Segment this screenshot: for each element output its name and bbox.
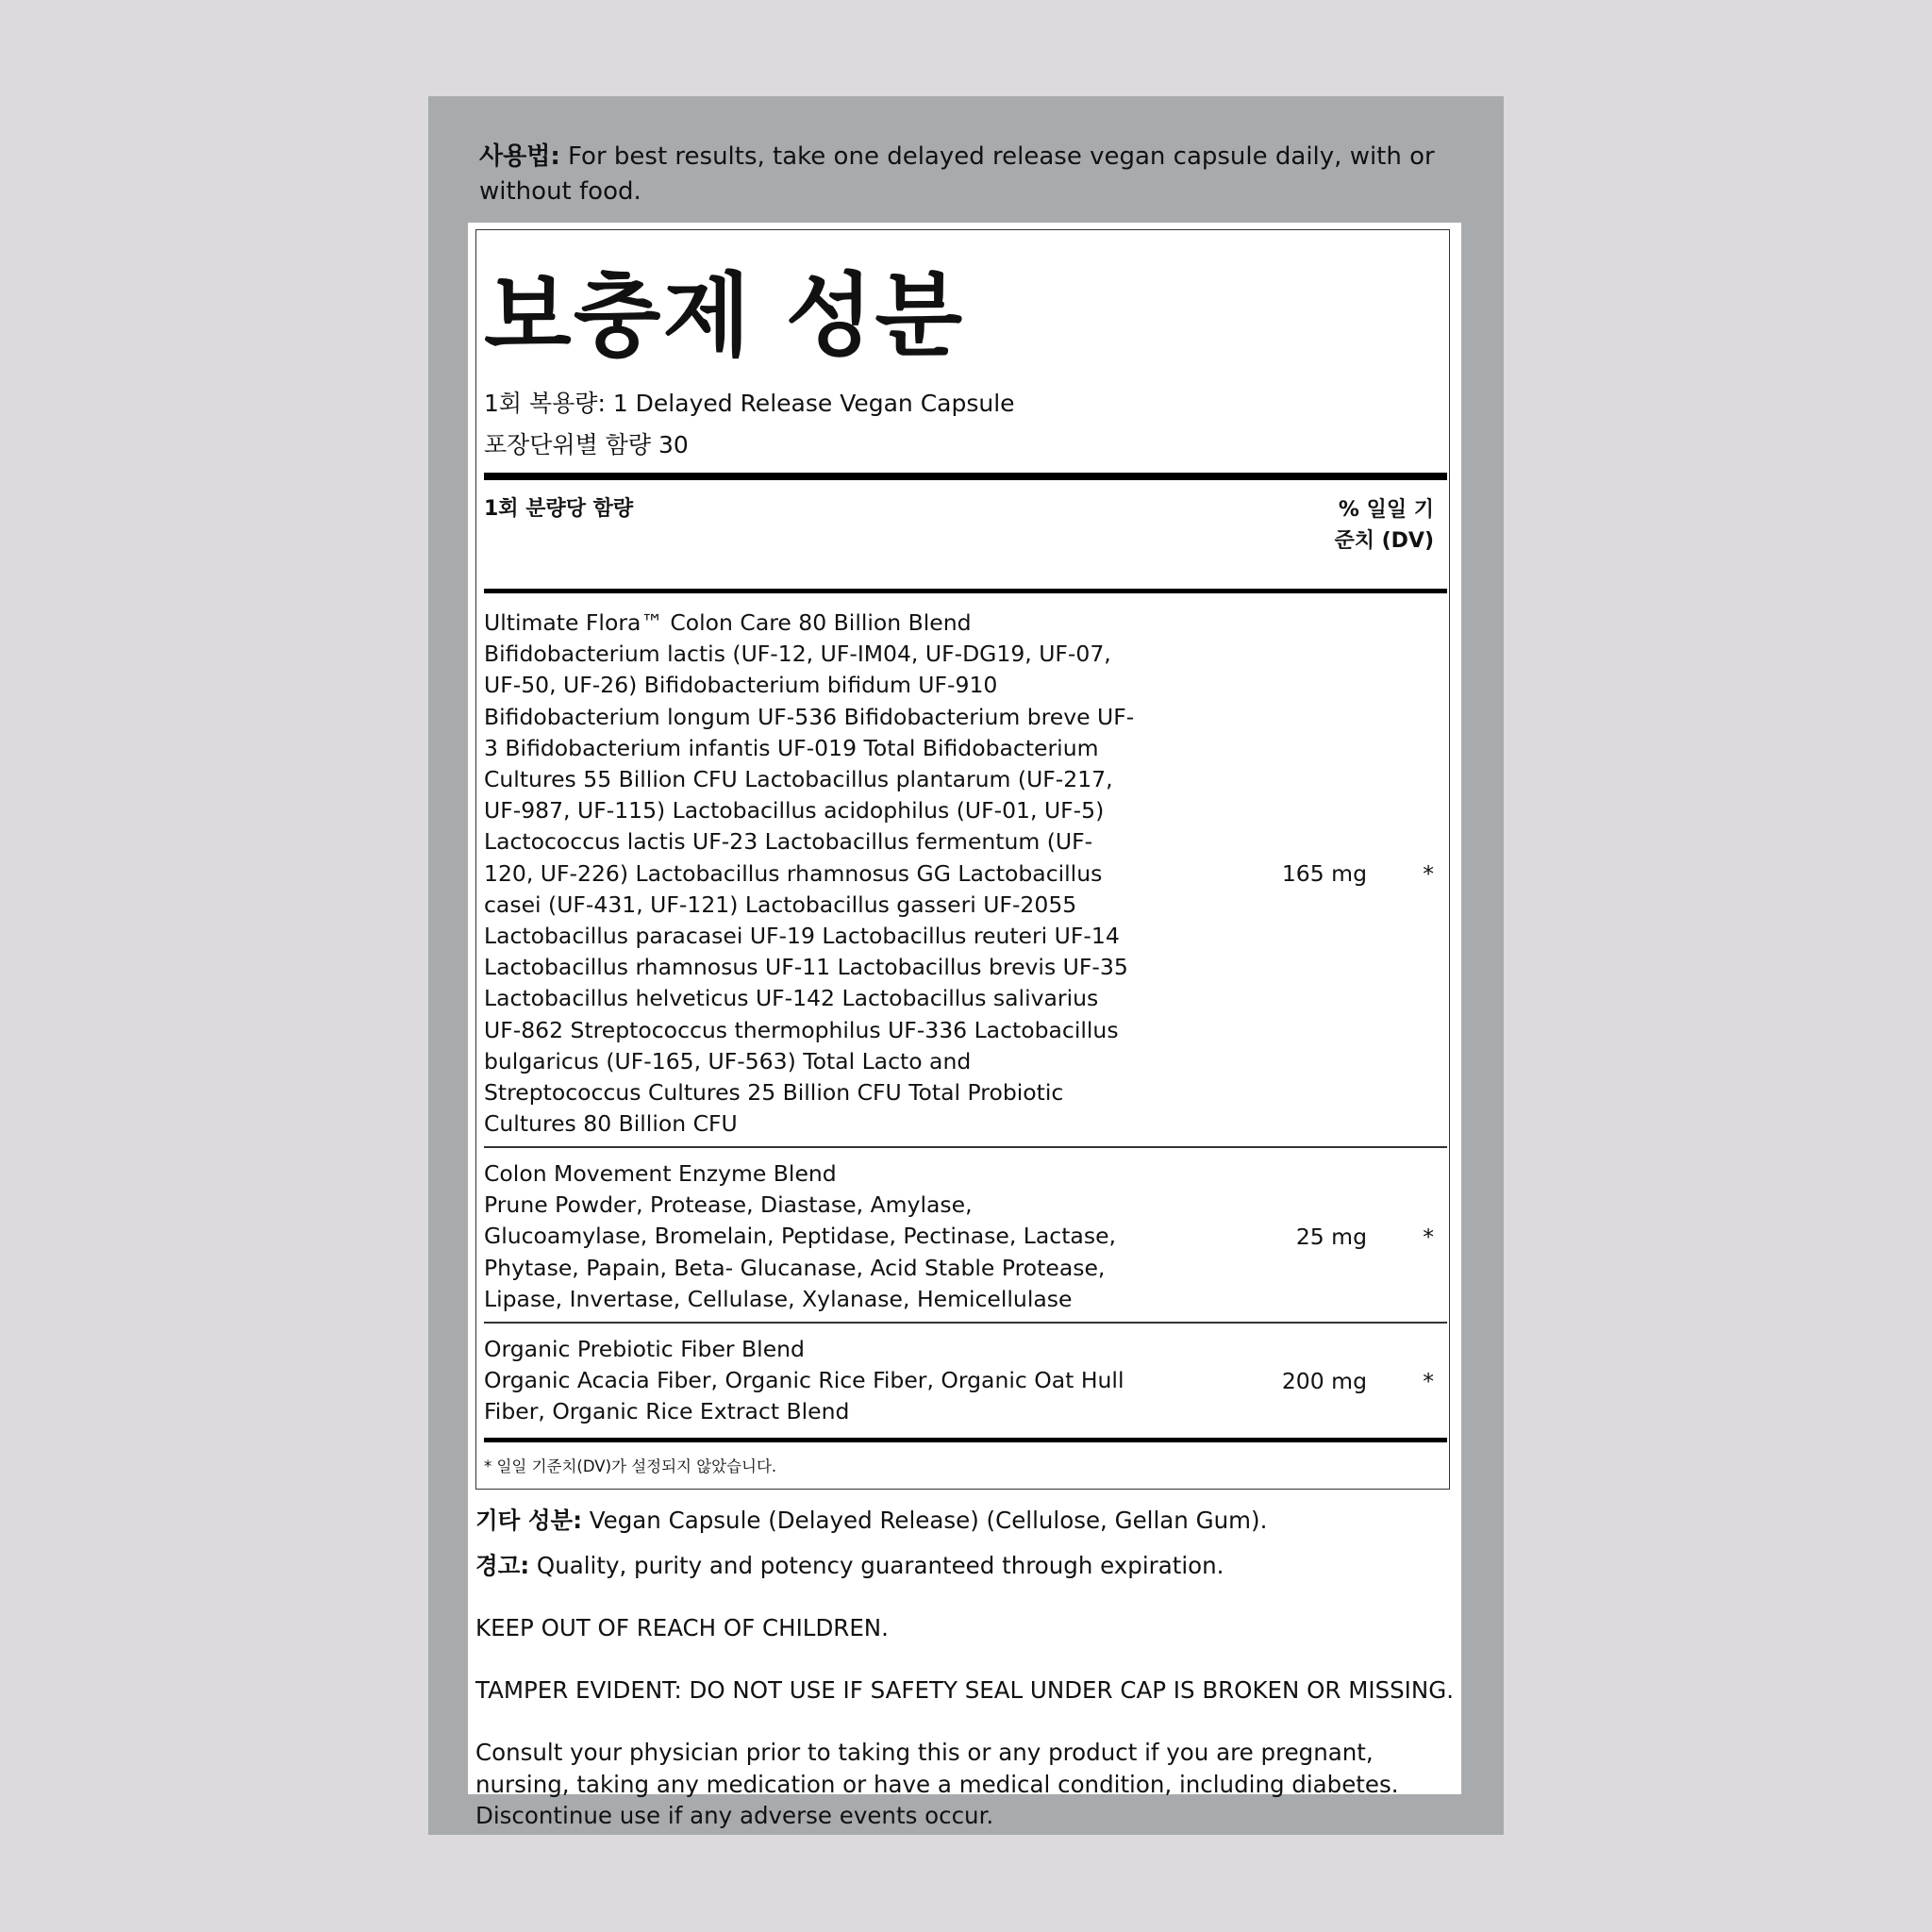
ingredient-amount: 25 mg (1295, 1224, 1367, 1250)
dv-footnote: * 일일 기준치(DV)가 설정되지 않았습니다. (484, 1457, 777, 1475)
label-panel (428, 96, 1504, 1835)
label-white-area (468, 223, 1461, 1829)
other-ingredients-label: 기타 성분: (475, 1507, 582, 1534)
ingredient-name: Colon Movement Enzyme Blend (484, 1160, 837, 1187)
keep-out-notice: KEEP OUT OF REACH OF CHILDREN. (475, 1614, 889, 1641)
directions-text (479, 140, 1470, 209)
facts-row (484, 1334, 1447, 1428)
warning-label: 경고: (475, 1552, 530, 1579)
ingredient-description (484, 1334, 1135, 1428)
ingredient-dv: * (1423, 860, 1434, 887)
thick-divider (484, 473, 1447, 480)
row-divider (484, 1322, 1447, 1324)
header-divider (484, 589, 1447, 593)
ingredient-detail: Bifidobacterium lactis (UF-12, UF-IM04, UF-DG19, UF-07, UF-50, UF-26) Bifidobacterium bifidum UF-910 Bifidobacterium longum UF-536 Bifidobacterium breve UF-3 Bifidobacterium infantis UF-019 Total Bifidobacterium Cultures 55 Billion CFU Lactobacillus plantarum (UF-217, UF-987, UF-115) Lactobacillus acidophilus (UF-01, UF-5) Lactococcus lactis UF-23 Lactobacillus fermentum (UF-120, UF-226) Lactobacillus rhamnosus GG Lactobacillus casei (UF-431, UF-121) Lactobacillus gasseri UF-2055 Lactobacillus paracasei UF-19 Lactobacillus reuteri UF-14 Lactobacillus rhamnosus UF-11 Lactobacillus brevis UF-35 Lactobacillus helveticus UF-142 Lactobacillus salivarius UF-862 Streptococcus thermophilus UF-336 Lactobacillus bulgaricus (UF-165, UF-563) Total Lacto and Streptococcus Cultures 25 Billion CFU Total Probiotic Cultures 80 Billion CFU (484, 641, 1135, 1138)
ingredient-amount: 200 mg (1281, 1368, 1367, 1394)
ingredient-description (484, 1158, 1135, 1315)
tamper-notice: TAMPER EVIDENT: DO NOT USE IF SAFETY SEAL UNDER CAP IS BROKEN OR MISSING. (475, 1676, 1455, 1704)
daily-value-header: % 일일 기준치 (DV) (1334, 498, 1434, 553)
ingredient-dv: * (1423, 1224, 1434, 1250)
ingredient-dv: * (1423, 1368, 1434, 1394)
facts-title: 보충제 성분 (484, 263, 965, 369)
other-ingredients (475, 1505, 1461, 1537)
ingredient-detail: Organic Acacia Fiber, Organic Rice Fiber, Organic Oat Hull Fiber, Organic Rice Extract Blend (484, 1367, 1124, 1425)
ingredient-detail: Prune Powder, Protease, Diastase, Amylase, Glucoamylase, Bromelain, Peptidase, Pectinase, Lactase, Phytase, Papain, Beta- Glucanase, Acid Stable Protease, Lipase, Invertase, Cellulase, Xylanase, Hemicellulase (484, 1191, 1116, 1312)
row-divider (484, 1146, 1447, 1148)
ingredient-amount: 165 mg (1281, 860, 1367, 887)
servings-per-container: 포장단위별 함량 30 (484, 431, 689, 458)
warning-text: Quality, purity and potency guaranteed through expiration. (529, 1552, 1224, 1579)
ingredient-description (484, 608, 1135, 1140)
other-ingredients-text: Vegan Capsule (Delayed Release) (Cellulose, Gellan Gum). (582, 1507, 1268, 1534)
directions-body: For best results, take one delayed release vegan capsule daily, with or without food. (479, 142, 1435, 206)
facts-row (484, 1158, 1447, 1315)
facts-row (484, 608, 1447, 1140)
consult-notice: Consult your physician prior to taking this or any product if you are pregnant, nursing, taking any medication or have a medical condition, including diabetes. Discontinue use if any adverse events occur. (475, 1739, 1399, 1829)
ingredient-name: Ultimate Flora™ Colon Care 80 Billion Blend (484, 609, 972, 636)
serving-size: 1회 복용량: 1 Delayed Release Vegan Capsule (484, 390, 1015, 417)
directions-label: 사용법: (479, 142, 560, 171)
warning (475, 1550, 1461, 1582)
ingredient-name: Organic Prebiotic Fiber Blend (484, 1336, 805, 1362)
bottom-divider (484, 1438, 1447, 1442)
amount-per-serving-header: 1회 분량당 함량 (484, 497, 634, 521)
supplement-facts-box (475, 229, 1450, 1490)
